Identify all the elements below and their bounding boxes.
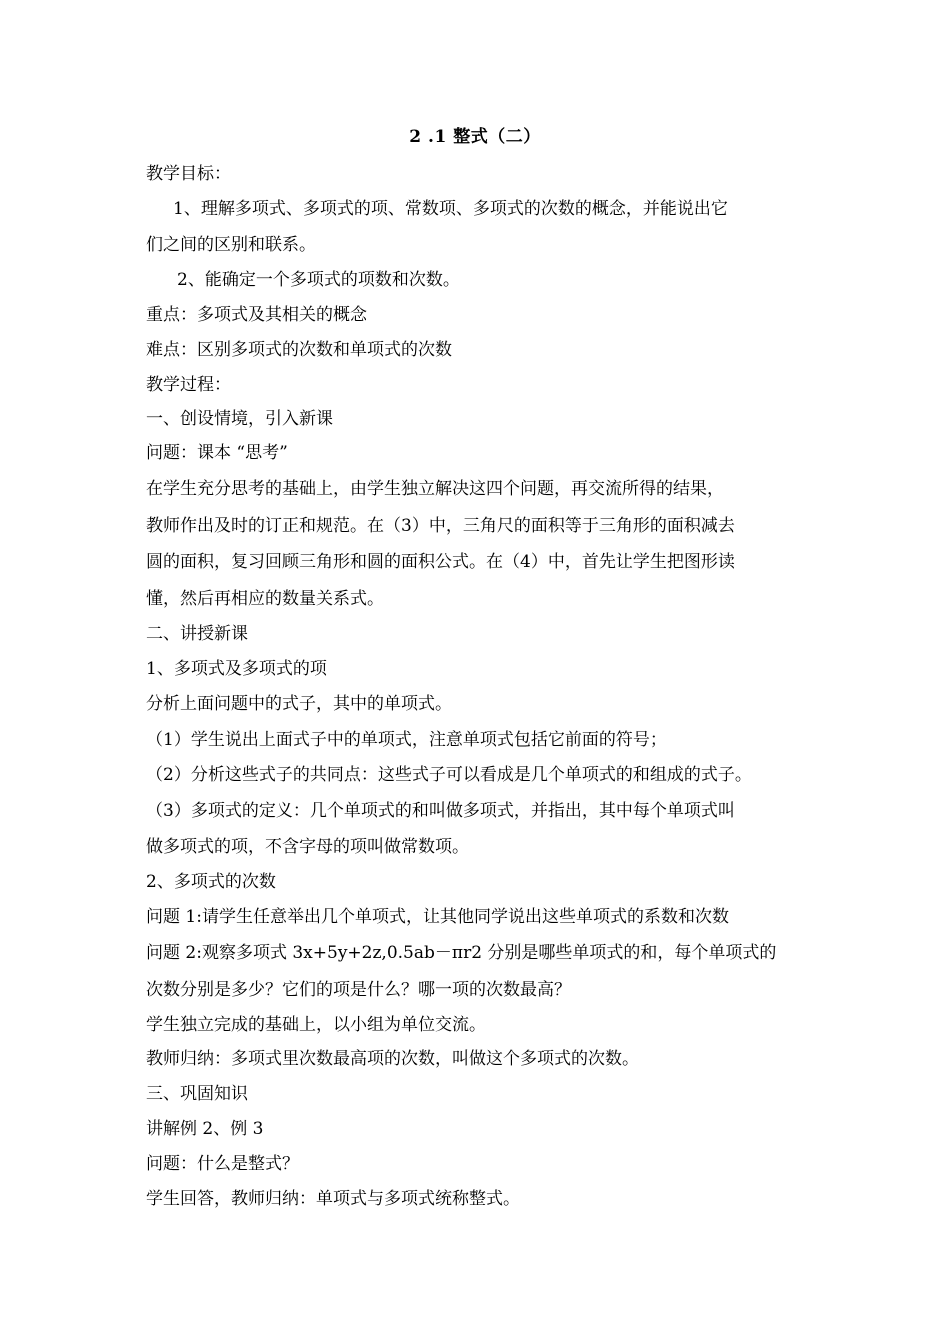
section-2-heading: 二、讲授新课	[146, 624, 248, 644]
question-1: 问题 1:请学生任意举出几个单项式，让其他同学说出这些单项式的系数和次数	[146, 907, 729, 927]
question-textbook: 问题：课本 “思考”	[146, 443, 288, 463]
teacher-summary-integral: 学生回答，教师归纳：单项式与多项式统称整式。	[146, 1189, 520, 1209]
examples-line: 讲解例 2、例 3	[146, 1119, 264, 1139]
heading-objectives: 教学目标：	[146, 164, 231, 184]
paragraph-line-3: 圆的面积，复习回顾三角形和圆的面积公式。在（4）中，首先让学生把图形读	[146, 552, 735, 572]
objective-1-line-1: 1、理解多项式、多项式的项、常数项、多项式的次数的概念，并能说出它	[173, 199, 728, 219]
question-2-line-2: 次数分别是多少？它们的项是什么？哪一项的次数最高？	[146, 980, 571, 1000]
analysis-line: 分析上面问题中的式子，其中的单项式。	[146, 694, 452, 714]
item-3-line-2: 做多项式的项，不含字母的项叫做常数项。	[146, 837, 469, 857]
section-1-heading: 一、创设情境，引入新课	[146, 409, 333, 429]
question-2-line-1: 问题 2:观察多项式 3x+5y+2z,0.5ab－πr2 分别是哪些单项式的和，每个单项式的	[146, 943, 777, 963]
objective-1-line-2: 们之间的区别和联系。	[146, 235, 316, 255]
paragraph-line-4: 懂，然后再相应的数量关系式。	[146, 589, 384, 609]
difficult-point: 难点：区别多项式的次数和单项式的次数	[146, 340, 452, 360]
item-2: （2）分析这些式子的共同点：这些式子可以看成是几个单项式的和组成的式子。	[146, 765, 752, 785]
objective-2: 2、能确定一个多项式的项数和次数。	[177, 270, 460, 290]
subsection-1-heading: 1、多项式及多项式的项	[146, 659, 327, 679]
paragraph-line-1: 在学生充分思考的基础上，由学生独立解决这四个问题，再交流所得的结果，	[146, 479, 724, 499]
section-3-heading: 三、巩固知识	[146, 1084, 248, 1104]
key-point: 重点：多项式及其相关的概念	[146, 305, 367, 325]
heading-process: 教学过程：	[146, 375, 231, 395]
subsection-2-heading: 2、多项式的次数	[146, 872, 276, 892]
item-3-line-1: （3）多项式的定义：几个单项式的和叫做多项式，并指出，其中每个单项式叫	[146, 801, 735, 821]
group-exchange: 学生独立完成的基础上，以小组为单位交流。	[146, 1015, 486, 1035]
question-integral: 问题：什么是整式？	[146, 1154, 299, 1174]
item-1: （1）学生说出上面式子中的单项式，注意单项式包括它前面的符号；	[146, 730, 667, 750]
paragraph-line-2: 教师作出及时的订正和规范。在（3）中，三角尺的面积等于三角形的面积减去	[146, 516, 735, 536]
document-title: 2 .1 整式（二）	[409, 127, 541, 147]
teacher-summary-degree: 教师归纳：多项式里次数最高项的次数，叫做这个多项式的次数。	[146, 1049, 639, 1069]
